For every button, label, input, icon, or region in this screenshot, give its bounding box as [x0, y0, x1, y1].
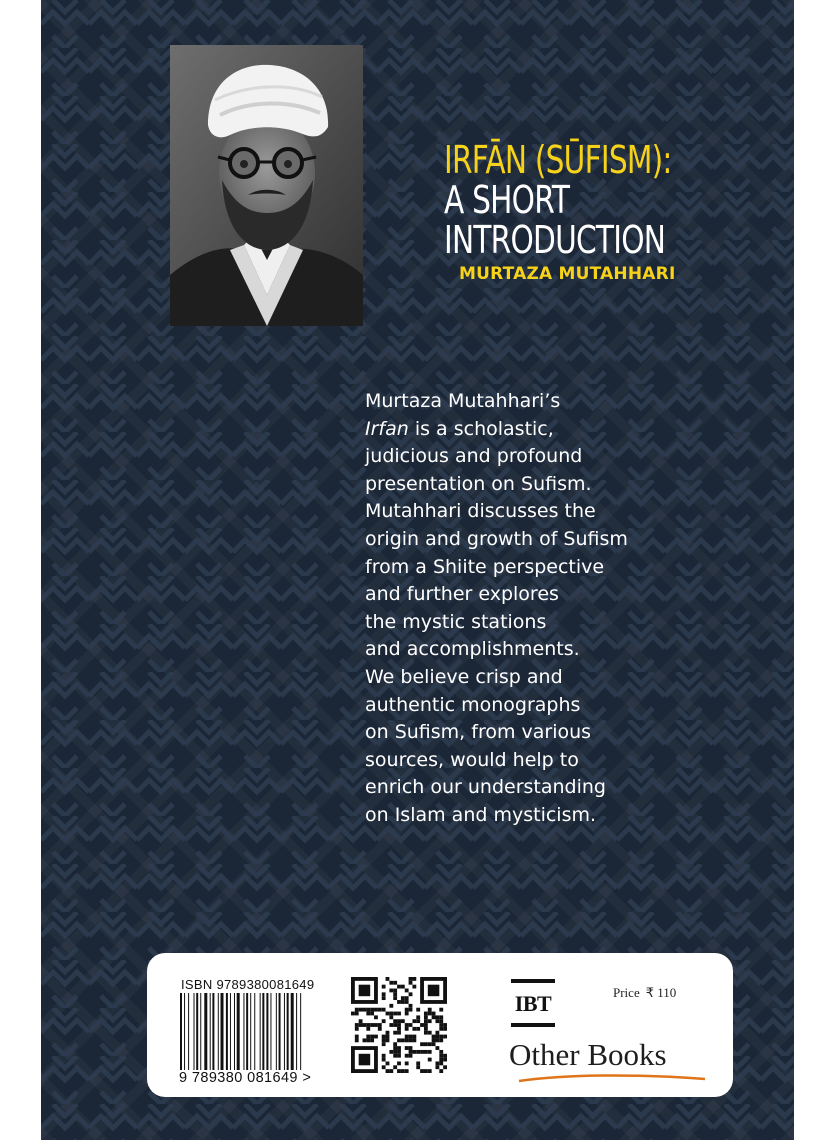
barcode-bar	[266, 993, 268, 1070]
qr-module	[424, 1069, 428, 1073]
qr-module	[432, 1038, 436, 1042]
qr-module	[397, 1046, 401, 1050]
qr-module	[409, 992, 413, 996]
qr-module	[382, 1019, 386, 1023]
publisher-swoosh-icon	[517, 1072, 707, 1084]
qr-module	[363, 1008, 367, 1012]
qr-module	[439, 1035, 443, 1039]
barcode-bar	[287, 993, 289, 1070]
qr-module	[397, 1000, 401, 1004]
barcode-bar	[296, 993, 297, 1070]
barcode-bar	[237, 993, 240, 1070]
qr-module	[393, 1019, 397, 1023]
ibt-logo-text: IBT	[514, 991, 552, 1016]
qr-module	[393, 1046, 397, 1050]
title-line-3: INTRODUCTION	[444, 218, 666, 262]
back-cover	[41, 0, 794, 1140]
barcode-bar	[180, 993, 182, 1070]
qr-module	[412, 1050, 416, 1054]
blurb-line: judicious and profound	[365, 445, 583, 468]
qr-module	[393, 1023, 397, 1027]
qr-module	[439, 1058, 443, 1062]
qr-module	[370, 1012, 374, 1016]
qr-module	[405, 1023, 409, 1027]
barcode-bar	[254, 993, 255, 1070]
qr-module	[424, 1050, 428, 1054]
qr-module	[405, 1035, 409, 1039]
qr-module	[397, 1038, 401, 1042]
qr-module	[389, 981, 393, 985]
qr-module	[416, 1065, 420, 1069]
qr-module	[366, 1012, 370, 1016]
qr-module	[424, 1042, 428, 1046]
qr-code[interactable]	[351, 977, 447, 1073]
qr-module	[412, 1035, 416, 1039]
qr-module	[401, 1019, 405, 1023]
barcode-bar	[246, 993, 248, 1070]
qr-module	[393, 1065, 397, 1069]
blurb-line: Murtaza Mutahhari’s	[365, 390, 561, 412]
qr-module	[409, 1008, 413, 1012]
qr-module	[405, 1012, 409, 1016]
qr-module	[401, 985, 405, 989]
blurb-line: and further explores	[365, 583, 559, 606]
qr-module	[397, 1031, 401, 1035]
qr-module	[355, 1027, 359, 1031]
qr-module	[409, 1035, 413, 1039]
blurb-line: enrich our understanding	[365, 776, 606, 799]
qr-module	[393, 1012, 397, 1016]
qr-module	[416, 1061, 420, 1065]
qr-module	[405, 1000, 409, 1004]
qr-module	[386, 977, 390, 981]
qr-module	[424, 1023, 428, 1027]
qr-module	[359, 985, 371, 997]
author-photo	[170, 45, 363, 326]
qr-module	[374, 1015, 378, 1019]
qr-module	[416, 1015, 420, 1019]
qr-module	[439, 1061, 443, 1065]
qr-module	[374, 1023, 378, 1027]
qr-module	[420, 1050, 424, 1054]
blurb-text	[365, 388, 695, 830]
qr-module	[439, 1008, 443, 1012]
qr-module	[428, 1008, 432, 1012]
qr-module	[443, 1023, 447, 1027]
price	[613, 985, 676, 1001]
barcode-bar	[210, 993, 211, 1070]
qr-module	[401, 1000, 405, 1004]
qr-module	[439, 1027, 443, 1031]
qr-module	[409, 1004, 413, 1008]
qr-module	[435, 1031, 439, 1035]
barcode-bar	[194, 993, 195, 1070]
qr-module	[386, 1061, 390, 1065]
isbn-digits: 9 789380 081649 >	[179, 1070, 312, 1086]
qr-module	[412, 977, 416, 981]
qr-module	[389, 1004, 393, 1008]
qr-module	[359, 1023, 363, 1027]
qr-module	[439, 1038, 443, 1042]
price-value: ₹ 110	[645, 985, 677, 1000]
qr-module	[443, 1065, 447, 1069]
qr-module	[405, 1069, 409, 1073]
qr-module	[401, 996, 405, 1000]
qr-module	[359, 1008, 363, 1012]
qr-module	[424, 1031, 428, 1035]
qr-module	[370, 1023, 374, 1027]
qr-module	[428, 1019, 432, 1023]
qr-module	[405, 1038, 409, 1042]
qr-module	[405, 1027, 409, 1031]
qr-module	[397, 985, 401, 989]
barcode-bar	[212, 993, 214, 1070]
qr-module	[416, 1008, 420, 1012]
qr-module	[378, 1008, 382, 1012]
qr-module	[382, 1008, 386, 1012]
qr-module	[405, 1061, 409, 1065]
qr-module	[443, 1054, 447, 1058]
qr-module	[405, 996, 409, 1000]
qr-module	[355, 1012, 359, 1016]
qr-module	[393, 1042, 397, 1046]
qr-module	[386, 1031, 390, 1035]
qr-module	[416, 1050, 420, 1054]
qr-module	[420, 1042, 424, 1046]
qr-module	[412, 1027, 416, 1031]
title-line-2: A SHORT	[444, 178, 570, 222]
blurb-line: We believe crisp and	[365, 665, 563, 688]
qr-module	[412, 985, 416, 989]
qr-module	[409, 1038, 413, 1042]
qr-module	[382, 1054, 386, 1058]
barcode-bar	[218, 993, 219, 1070]
qr-module	[432, 1042, 436, 1046]
qr-module	[359, 1019, 363, 1023]
book-title	[444, 140, 784, 284]
author-name: MURTAZA MUTAHHARI	[459, 264, 676, 284]
qr-module	[366, 1038, 370, 1042]
qr-module	[424, 1019, 428, 1023]
qr-module	[355, 1023, 359, 1027]
barcode-bar	[226, 993, 228, 1070]
qr-module	[420, 1023, 424, 1027]
qr-module	[405, 1008, 409, 1012]
qr-module	[382, 1035, 386, 1039]
qr-module	[389, 1069, 393, 1073]
qr-module	[397, 1061, 401, 1065]
qr-module	[363, 1038, 367, 1042]
blurb-line: sources, would help to	[365, 748, 579, 771]
qr-module	[382, 985, 386, 989]
qr-module	[351, 1012, 355, 1016]
qr-module	[366, 1027, 370, 1031]
qr-module	[386, 1069, 390, 1073]
qr-module	[378, 1023, 382, 1027]
qr-module	[366, 1008, 370, 1012]
qr-module	[393, 981, 397, 985]
qr-module	[389, 1012, 393, 1016]
qr-module	[397, 1019, 401, 1023]
qr-module	[428, 1069, 432, 1073]
qr-module	[428, 1050, 432, 1054]
barcode-bar	[234, 993, 235, 1070]
qr-module	[382, 1058, 386, 1062]
isbn-label: ISBN 9789380081649	[181, 977, 315, 992]
qr-module	[435, 1015, 439, 1019]
qr-module	[435, 1019, 439, 1023]
barcode-bar	[260, 993, 261, 1070]
qr-module	[397, 1027, 401, 1031]
barcode-bar	[262, 993, 264, 1070]
qr-module	[382, 992, 386, 996]
qr-module	[420, 1069, 424, 1073]
qr-module	[401, 1069, 405, 1073]
qr-module	[393, 1031, 397, 1035]
barcode-bar	[300, 993, 301, 1070]
barcode-bar	[204, 993, 207, 1070]
qr-module	[359, 1054, 371, 1066]
barcode-bar	[276, 993, 277, 1070]
blurb-line: the mystic stations	[365, 610, 547, 633]
qr-module	[435, 1038, 439, 1042]
qr-module	[443, 1058, 447, 1062]
barcode-bar	[184, 993, 185, 1070]
qr-module	[439, 1054, 443, 1058]
qr-module	[405, 1054, 409, 1058]
qr-module	[374, 1035, 378, 1039]
qr-module	[389, 1015, 393, 1019]
qr-module	[409, 1023, 413, 1027]
qr-module	[405, 1046, 409, 1050]
qr-module	[393, 989, 397, 993]
qr-module	[443, 1027, 447, 1031]
qr-module	[389, 1023, 393, 1027]
qr-module	[397, 1069, 401, 1073]
qr-module	[393, 1054, 397, 1058]
qr-module	[382, 1042, 386, 1046]
qr-module	[366, 1035, 370, 1039]
blurb-line: on Islam and mysticism.	[365, 803, 597, 826]
qr-module	[428, 1012, 432, 1016]
qr-module	[432, 1015, 436, 1019]
qr-module	[416, 1019, 420, 1023]
qr-module	[409, 1050, 413, 1054]
qr-module	[389, 989, 393, 993]
blurb-italic-title: Irfan	[365, 417, 409, 440]
barcode-bar	[279, 993, 281, 1070]
qr-module	[412, 1019, 416, 1023]
qr-module	[435, 1061, 439, 1065]
qr-module	[428, 985, 440, 997]
qr-module	[386, 1035, 390, 1039]
blurb-line: from a Shiite perspective	[365, 555, 605, 578]
qr-module	[397, 1050, 401, 1054]
qr-module	[409, 1054, 413, 1058]
qr-module	[439, 1019, 443, 1023]
title-line-1: IRFĀN (SŪFISM):	[444, 138, 672, 182]
qr-module	[435, 1065, 439, 1069]
qr-module	[428, 1042, 432, 1046]
qr-module	[428, 1058, 432, 1062]
qr-module	[378, 1027, 382, 1031]
qr-module	[428, 1031, 432, 1035]
qr-module	[382, 1065, 386, 1069]
qr-module	[386, 1012, 390, 1016]
qr-module	[366, 1023, 370, 1027]
qr-module	[439, 1023, 443, 1027]
blurb-line: presentation on Sufism.	[365, 472, 592, 495]
qr-module	[424, 1015, 428, 1019]
author-portrait-image	[170, 45, 363, 326]
qr-module	[355, 1038, 359, 1042]
qr-module	[435, 1035, 439, 1039]
barcode-bar	[270, 993, 271, 1070]
qr-module	[432, 1012, 436, 1016]
qr-module	[397, 1023, 401, 1027]
qr-module	[432, 1035, 436, 1039]
qr-module	[393, 996, 397, 1000]
qr-module	[374, 1008, 378, 1012]
qr-module	[393, 1050, 397, 1054]
qr-module	[401, 1038, 405, 1042]
qr-module	[409, 981, 413, 985]
qr-module	[443, 1035, 447, 1039]
barcode-bar	[221, 993, 224, 1070]
qr-module	[370, 1008, 374, 1012]
barcode-bar	[200, 993, 201, 1070]
qr-module	[393, 992, 397, 996]
barcode-bar	[188, 993, 189, 1070]
qr-module	[412, 1038, 416, 1042]
barcode-bar	[250, 993, 251, 1070]
qr-module	[435, 1046, 439, 1050]
qr-module	[416, 1027, 420, 1031]
barcode-bar	[284, 993, 285, 1070]
qr-module	[363, 1023, 367, 1027]
qr-module	[370, 1035, 374, 1039]
qr-module	[439, 1069, 443, 1073]
qr-module	[355, 1008, 359, 1012]
qr-module	[397, 1012, 401, 1016]
blurb-line: and accomplishments.	[365, 638, 580, 661]
blurb-line: Mutahhari discusses the	[365, 500, 596, 523]
qr-module	[409, 1046, 413, 1050]
info-box	[147, 953, 733, 1097]
qr-module	[389, 1050, 393, 1054]
barcode	[180, 993, 345, 1070]
blurb-line: Irfan is a scholastic,	[365, 417, 554, 440]
qr-module	[424, 1027, 428, 1031]
blurb-line: authentic monographs	[365, 693, 581, 716]
barcode-bar	[243, 993, 244, 1070]
qr-module	[386, 1038, 390, 1042]
qr-module	[405, 989, 409, 993]
publisher-name: Other Books	[509, 1037, 667, 1072]
barcode-bar	[196, 993, 198, 1070]
qr-module	[439, 1015, 443, 1019]
qr-module	[382, 996, 386, 1000]
qr-module	[382, 1038, 386, 1042]
qr-module	[397, 1054, 401, 1058]
blurb-line: on Sufism, from various	[365, 721, 592, 744]
qr-module	[370, 1038, 374, 1042]
qr-module	[424, 1012, 428, 1016]
qr-module	[439, 1050, 443, 1054]
blurb-line: origin and growth of Sufism	[365, 527, 628, 550]
price-label: Price	[613, 985, 640, 1000]
qr-module	[355, 1035, 359, 1039]
qr-module	[409, 977, 413, 981]
barcode-bar	[230, 993, 231, 1070]
barcode-bar	[291, 993, 294, 1070]
